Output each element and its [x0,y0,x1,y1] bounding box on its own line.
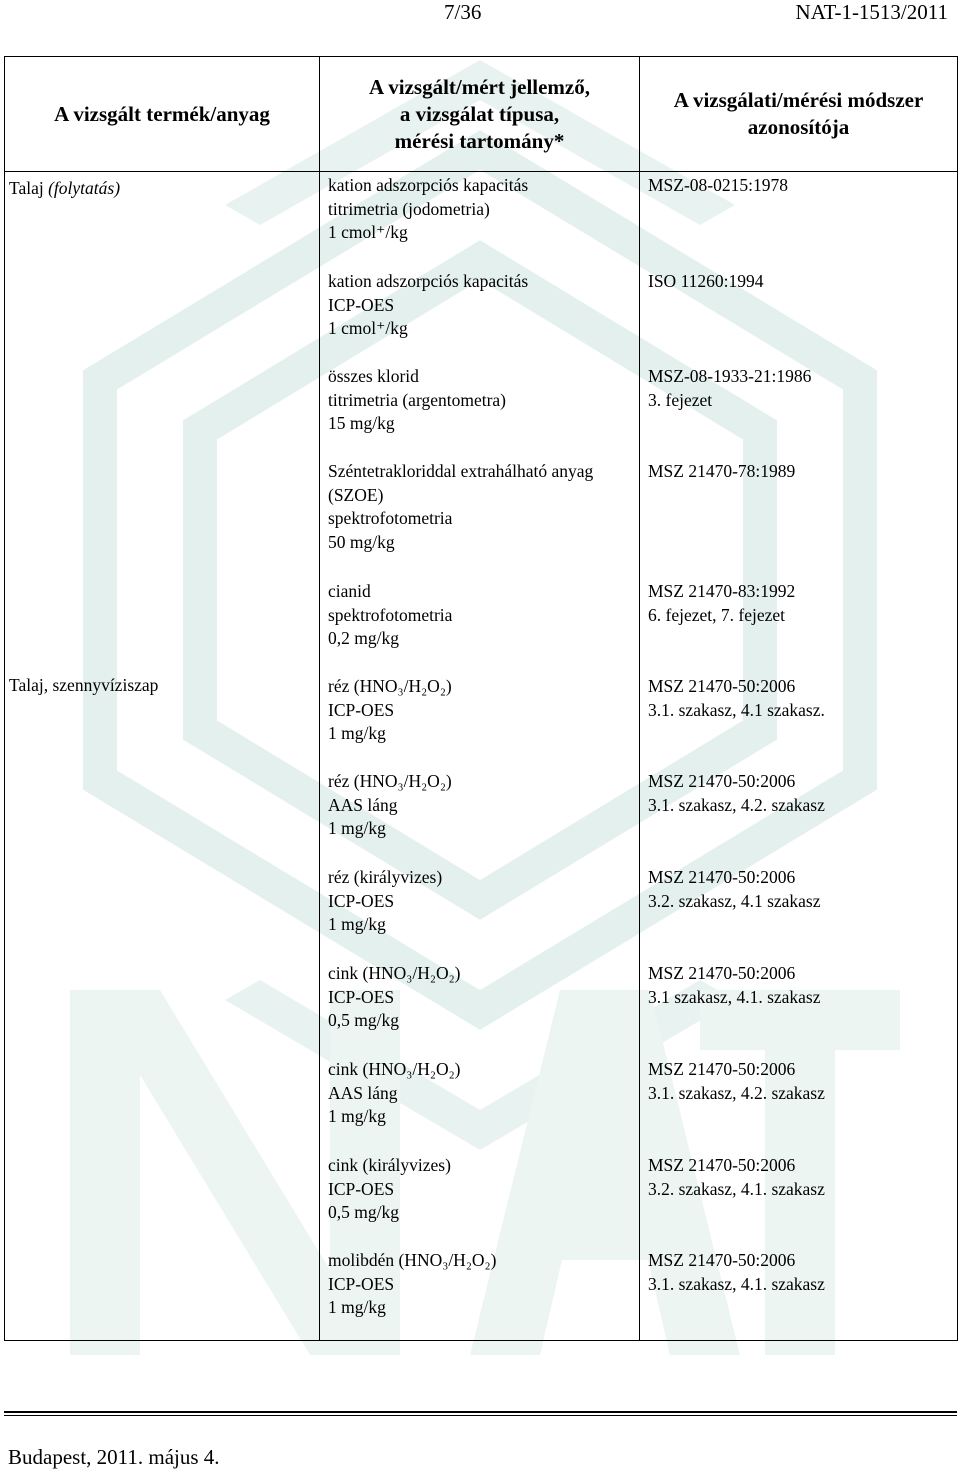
characteristic-line: 1 mg/kg [328,1297,386,1317]
method-line: MSZ 21470-83:1992 [648,581,796,601]
column-header-characteristic: A vizsgált/mért jellemző, a vizsgálat típusa, mérési tartomány* [320,57,640,172]
characteristic-line: Széntetrakloriddal extrahálható anyag [328,461,594,481]
characteristic-line: 0,5 mg/kg [328,1010,399,1030]
characteristic-line: spektrofotometria [328,508,453,528]
document-id: NAT-1-1513/2011 [795,0,948,24]
characteristic-line: ICP-OES [328,294,395,315]
characteristic-line: réz (királyvizes) [328,867,443,887]
method-entry [648,174,788,198]
characteristic-line: ICP-OES [328,1273,395,1294]
column-header-product: A vizsgált termék/anyag [5,57,320,172]
characteristic-line: 0,5 mg/kg [328,1202,399,1222]
method-line: 3.2. szakasz, 4.1. szakasz [648,1178,825,1199]
characteristic-entry [328,675,452,746]
characteristic-entry [328,174,528,245]
characteristic-line: kation adszorpciós kapacitás [328,271,529,291]
characteristic-cell [320,172,640,1341]
characteristic-line: AAS láng [328,1082,398,1103]
method-entry [648,770,825,817]
method-line: 3. fejezet [648,389,713,410]
method-line: MSZ 21470-50:2006 [648,867,796,887]
method-line: MSZ 21470-50:2006 [648,963,796,983]
method-line: MSZ 21470-50:2006 [648,1155,796,1175]
method-line: MSZ 21470-50:2006 [648,1250,796,1270]
characteristic-line: spektrofotometria [328,604,453,625]
characteristic-line: 50 mg/kg [328,531,395,552]
characteristic-line: összes klorid [328,366,419,386]
characteristic-line: ICP-OES [328,986,395,1007]
characteristic-line: 15 mg/kg [328,413,395,433]
method-line: ISO 11260:1994 [648,271,764,291]
product-cell [5,172,320,1341]
characteristic-line: cink (HNO₃/H₂O₂) [328,1059,461,1079]
method-entry [648,675,825,722]
method-line: 3.1. szakasz, 4.1 szakasz. [648,699,825,720]
characteristic-line: 1 mg/kg [328,723,386,743]
method-line: MSZ 21470-50:2006 [648,676,796,696]
characteristic-line: réz (HNO₃/H₂O₂) [328,771,452,791]
characteristic-entry [328,962,461,1033]
characteristic-line: 1 mg/kg [328,914,386,934]
characteristic-line: ICP-OES [328,890,395,911]
characteristic-line: cianid [328,581,371,601]
characteristic-line: 1 mg/kg [328,1106,386,1126]
method-line: MSZ-08-0215:1978 [648,175,788,195]
page-header [0,0,960,28]
table-header-row [5,57,958,172]
method-entry [648,1058,825,1105]
characteristic-line: cink (királyvizes) [328,1155,451,1175]
characteristic-line: ICP-OES [328,699,395,720]
method-entry [648,962,821,1009]
characteristic-line: ICP-OES [328,1178,395,1199]
method-line: MSZ 21470-50:2006 [648,771,796,791]
method-line: MSZ 21470-50:2006 [648,1059,796,1079]
product-label-2: Talaj, szennyvíziszap [9,675,159,695]
product-label-1: Talaj (folytatás) [9,178,121,198]
method-entry [648,365,811,412]
footer-divider-thin [4,1415,957,1416]
characteristic-line: 0,2 mg/kg [328,628,399,648]
characteristic-entry [328,866,442,937]
footer-divider [4,1411,957,1413]
method-line: MSZ 21470-78:1989 [648,461,796,481]
method-line: 3.1. szakasz, 4.1. szakasz [648,1273,825,1294]
method-line: 3.1 szakasz, 4.1. szakasz [648,986,821,1007]
table-body-row [5,172,958,1341]
characteristic-line: réz (HNO₃/H₂O₂) [328,676,452,696]
method-line: 3.1. szakasz, 4.2. szakasz [648,794,825,815]
characteristic-line: 1 cmol⁺/kg [328,318,408,338]
characteristic-entry [328,1154,451,1225]
characteristic-line: 1 cmol⁺/kg [328,222,408,242]
footer-place-date: Budapest, 2011. május 4. [8,1445,220,1469]
characteristic-line: cink (HNO₃/H₂O₂) [328,963,461,983]
characteristic-entry [328,1058,461,1129]
method-entry [648,460,795,484]
method-entry [648,270,764,294]
accreditation-table [4,56,958,1341]
characteristic-line: kation adszorpciós kapacitás [328,175,529,195]
method-entry [648,580,795,627]
characteristic-entry [328,580,452,651]
method-entry [648,1154,825,1201]
method-line: MSZ-08-1933-21:1986 [648,366,812,386]
page-number: 7/36 [444,0,482,24]
characteristic-entry [328,1249,497,1320]
method-line: 3.1. szakasz, 4.2. szakasz [648,1082,825,1103]
characteristic-entry [328,270,528,341]
characteristic-line: (SZOE) [328,484,384,505]
characteristic-line: molibdén (HNO₃/H₂O₂) [328,1250,497,1270]
method-entry [648,1249,825,1296]
characteristic-entry [328,770,452,841]
characteristic-line: 1 mg/kg [328,818,386,838]
method-line: 6. fejezet, 7. fejezet [648,604,785,625]
characteristic-entry [328,460,593,554]
characteristic-line: titrimetria (argentometra) [328,389,506,410]
column-header-method: A vizsgálati/mérési módszer azonosítója [640,57,958,172]
characteristic-line: AAS láng [328,794,398,815]
characteristic-line: titrimetria (jodometria) [328,198,490,219]
characteristic-entry [328,365,506,436]
method-line: 3.2. szakasz, 4.1 szakasz [648,890,821,911]
method-entry [648,866,821,913]
method-cell [640,172,958,1341]
